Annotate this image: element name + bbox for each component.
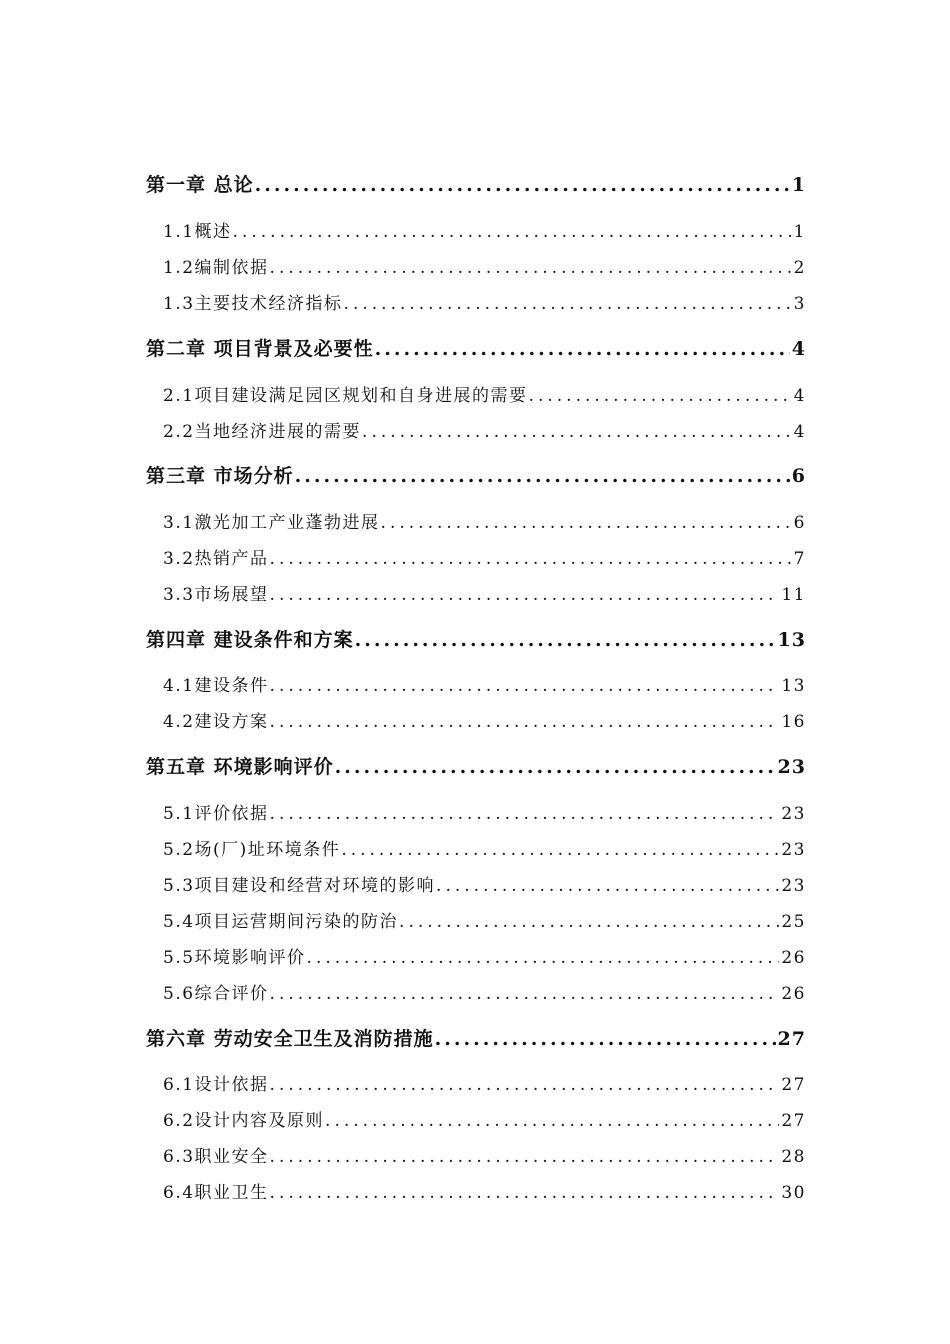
toc-entry-label: 5.3项目建设和经营对环境的影响	[163, 876, 436, 896]
dot-leader	[233, 222, 792, 242]
toc-entry-label: 1.1概述	[163, 222, 232, 242]
toc-page-number: 25	[781, 912, 806, 932]
toc-page-number: 2	[793, 258, 806, 278]
toc-page-number: 16	[781, 712, 806, 732]
dot-leader	[270, 549, 792, 569]
toc-section-4-1[interactable]	[163, 671, 806, 696]
toc-entry-label: 第一章 总论	[146, 174, 254, 196]
toc-entry-label: 6.3职业安全	[163, 1147, 269, 1167]
dot-leader	[529, 386, 792, 406]
toc-entry-label: 4.2建设方案	[163, 712, 269, 732]
toc-page-number: 11	[781, 585, 806, 605]
dot-leader	[435, 1028, 776, 1050]
toc-entry-label: 6.1设计依据	[163, 1075, 269, 1095]
dot-leader	[270, 585, 780, 605]
toc-section-1-2[interactable]	[163, 253, 806, 278]
toc-entry-label: 6.2设计内容及原则	[163, 1111, 325, 1131]
toc-chapter-3[interactable]	[146, 461, 806, 488]
toc-section-1-3[interactable]	[163, 289, 806, 314]
toc-entry-label: 5.5环境影响评价	[163, 948, 306, 968]
toc-page-number: 4	[793, 386, 806, 406]
toc-entry-label: 第五章 环境影响评价	[146, 756, 334, 778]
toc-page-number: 23	[781, 804, 806, 824]
toc-entry-label: 4.1建设条件	[163, 676, 269, 696]
dot-leader	[255, 174, 790, 196]
toc-section-5-1[interactable]	[163, 799, 806, 824]
toc-chapter-4[interactable]	[146, 625, 806, 652]
toc-page-number: 27	[781, 1075, 806, 1095]
toc-section-6-2[interactable]	[163, 1106, 806, 1131]
toc-page-number: 1	[793, 222, 806, 242]
toc-entry-label: 5.1评价依据	[163, 804, 269, 824]
toc-page-number: 27	[781, 1111, 806, 1131]
toc-page-number: 3	[793, 294, 806, 314]
dot-leader	[436, 876, 779, 896]
dot-leader	[270, 1183, 780, 1203]
toc-chapter-6[interactable]	[146, 1024, 806, 1051]
toc-page-number: 26	[781, 948, 806, 968]
toc-page-number: 7	[793, 549, 806, 569]
toc-entry-label: 1.2编制依据	[163, 258, 269, 278]
dot-leader	[399, 912, 779, 932]
toc-page-number: 30	[781, 1183, 806, 1203]
toc-page-number: 23	[781, 876, 806, 896]
toc-chapter-5[interactable]	[146, 752, 806, 779]
toc-section-6-3[interactable]	[163, 1142, 806, 1167]
toc-entry-label: 6.4职业卫生	[163, 1183, 269, 1203]
dot-leader	[270, 258, 792, 278]
toc-page-number: 13	[781, 676, 806, 696]
toc-page-number: 26	[781, 984, 806, 1004]
toc-section-4-2[interactable]	[163, 707, 806, 732]
toc-entry-label: 2.2当地经济进展的需要	[163, 422, 362, 442]
toc-entry-label: 5.6综合评价	[163, 984, 269, 1004]
dot-leader	[270, 1075, 780, 1095]
toc-section-5-6[interactable]	[163, 979, 806, 1004]
dot-leader	[307, 948, 780, 968]
dot-leader	[325, 1111, 779, 1131]
dot-leader	[295, 465, 790, 487]
toc-section-5-2[interactable]	[163, 835, 806, 860]
toc-section-5-3[interactable]	[163, 871, 806, 896]
dot-leader	[270, 804, 780, 824]
toc-entry-label: 1.3主要技术经济指标	[163, 294, 343, 314]
toc-section-6-4[interactable]	[163, 1178, 806, 1203]
toc-section-3-2[interactable]	[163, 544, 806, 569]
dot-leader	[341, 840, 779, 860]
toc-entry-label: 第四章 建设条件和方案	[146, 629, 354, 651]
toc-entry-label: 5.2场(厂)址环境条件	[163, 840, 341, 860]
toc-chapter-1[interactable]	[146, 170, 806, 197]
dot-leader	[335, 756, 776, 778]
toc-entry-label: 第三章 市场分析	[146, 465, 294, 487]
toc-page-number: 13	[777, 629, 806, 651]
toc-page-number: 6	[791, 465, 806, 487]
toc-section-3-1[interactable]	[163, 508, 806, 533]
toc-section-5-5[interactable]	[163, 943, 806, 968]
dot-leader	[355, 629, 776, 651]
dot-leader	[362, 422, 792, 442]
toc-entry-label: 3.1激光加工产业蓬勃进展	[163, 513, 380, 533]
dot-leader	[381, 513, 792, 533]
toc-entry-label: 第二章 项目背景及必要性	[146, 338, 374, 360]
dot-leader	[270, 712, 780, 732]
toc-entry-label: 第六章 劳动安全卫生及消防措施	[146, 1028, 434, 1050]
toc-section-6-1[interactable]	[163, 1070, 806, 1095]
toc-page-number: 23	[777, 756, 806, 778]
dot-leader	[375, 338, 790, 360]
toc-section-2-1[interactable]	[163, 381, 806, 406]
dot-leader	[344, 294, 792, 314]
toc-page-number: 1	[791, 174, 806, 196]
toc-page-number: 27	[777, 1028, 806, 1050]
dot-leader	[270, 676, 780, 696]
toc-section-1-1[interactable]	[163, 217, 806, 242]
toc-page-number: 4	[791, 338, 806, 360]
toc-section-3-3[interactable]	[163, 580, 806, 605]
toc-section-5-4[interactable]	[163, 907, 806, 932]
toc-page-number: 23	[781, 840, 806, 860]
toc-page-number: 28	[781, 1147, 806, 1167]
toc-entry-label: 3.3市场展望	[163, 585, 269, 605]
toc-section-2-2[interactable]	[163, 417, 806, 442]
toc-entry-label: 5.4项目运营期间污染的防治	[163, 912, 399, 932]
toc-page-number: 6	[793, 513, 806, 533]
dot-leader	[270, 984, 780, 1004]
toc-entry-label: 3.2热销产品	[163, 549, 269, 569]
toc-page-number: 4	[793, 422, 806, 442]
dot-leader	[270, 1147, 780, 1167]
toc-entry-label: 2.1项目建设满足园区规划和自身进展的需要	[163, 386, 528, 406]
toc-chapter-2[interactable]	[146, 334, 806, 361]
